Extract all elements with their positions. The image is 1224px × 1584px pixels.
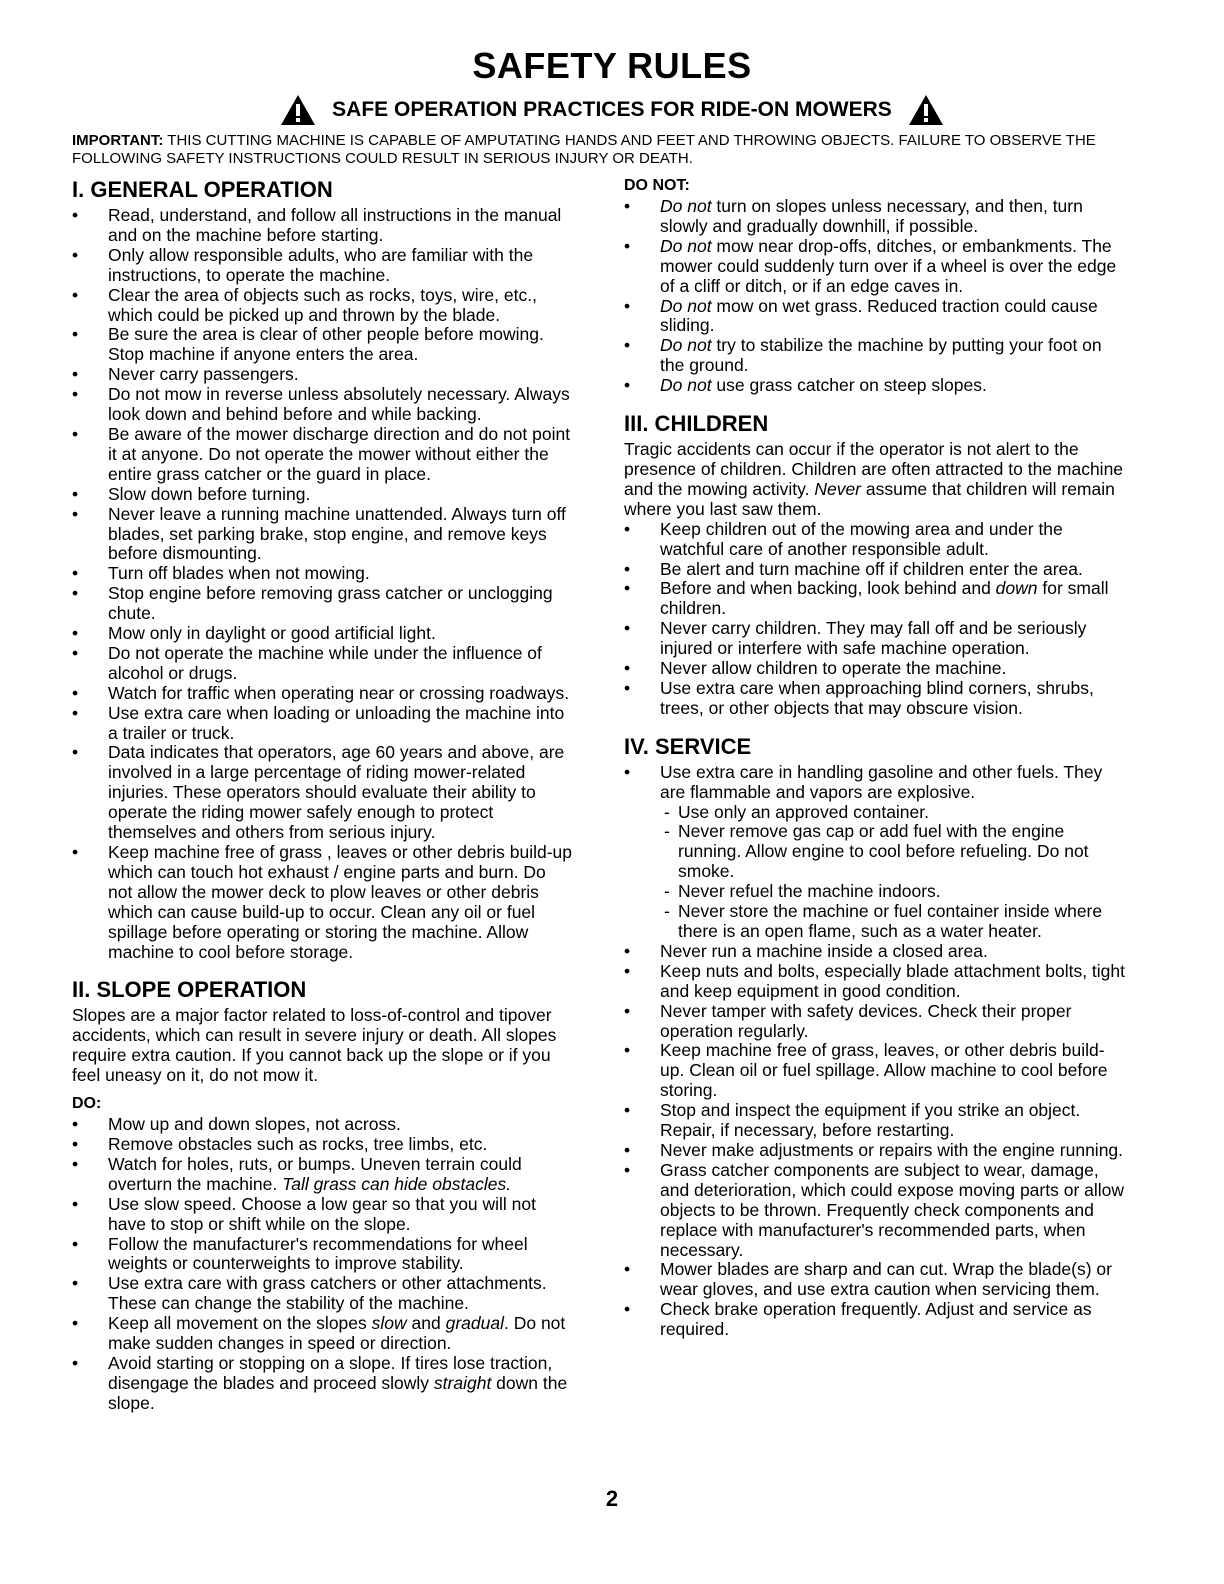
list-item: • Data indicates that operators, age 60 years and above, are involved in a large percentage of riding mower-related injuries. These operators should evaluate their ability to operate the riding mower safely enough to protect themselves and others from serious injury. — [72, 743, 572, 843]
list-item: • Keep machine free of grass, leaves, or other debris build-up. Clean oil or fuel spillage. Allow machine to cool before storing. — [624, 1041, 1126, 1101]
fuel-sublist — [624, 803, 1126, 942]
page-title: SAFETY RULES — [472, 45, 752, 86]
section-subtitle — [0, 94, 1224, 126]
list-item: • Use extra care when approaching blind corners, shrubs, trees, or other objects that may obscure vision. — [624, 679, 1126, 719]
list-item: • Never run a machine inside a closed area. — [624, 942, 1126, 962]
list-item: • Read, understand, and follow all instructions in the manual and on the machine before starting. — [72, 206, 572, 246]
service-list-continued — [624, 942, 1126, 1340]
list-item: • Use slow speed. Choose a low gear so that you will not have to stop or shift while on the slope. — [72, 1195, 572, 1235]
warning-triangle-icon — [908, 94, 944, 126]
sub-list-item: - Never remove gas cap or add fuel with the engine running. Allow engine to cool before refueling. Do not smoke. — [624, 822, 1126, 882]
right-column — [624, 176, 1126, 1340]
list-item: • Keep nuts and bolts, especially blade attachment bolts, tight and keep equipment in good condition. — [624, 962, 1126, 1002]
general-operation-heading: I. GENERAL OPERATION — [72, 177, 333, 202]
list-item: • Grass catcher components are subject to wear, damage, and deterioration, which could expose moving parts or allow objects to be thrown. Frequently check components and replace with manufacturer's recommended parts, when necessary. — [624, 1161, 1126, 1261]
do-label: DO: — [72, 1095, 102, 1113]
service-heading: IV. SERVICE — [624, 733, 752, 759]
do-not-label: DO NOT: — [624, 177, 690, 194]
do-list — [72, 1115, 572, 1414]
left-column — [72, 176, 572, 1414]
page-number: 2 — [605, 1486, 619, 1511]
list-item: • Never tamper with safety devices. Check their proper operation regularly. — [624, 1002, 1126, 1042]
slope-operation-heading: II. SLOPE OPERATION — [72, 977, 307, 1003]
list-item: • Stop engine before removing grass catcher or unclogging chute. — [72, 584, 572, 624]
list-item: • Never allow children to operate the machine. — [624, 659, 1126, 679]
list-item: • Do not mow in reverse unless absolutely necessary. Always look down and behind before and while backing. — [72, 385, 572, 425]
list-item: • Keep children out of the mowing area and under the watchful care of another responsible adult. — [624, 520, 1126, 560]
list-item: • Slow down before turning. — [72, 485, 572, 505]
important-label: IMPORTANT: — [72, 132, 164, 149]
list-item: • Follow the manufacturer's recommendations for wheel weights or counterweights to improve stability. — [72, 1235, 572, 1275]
list-item: • Keep all movement on the slopes slow and gradual. Do not make sudden changes in speed or direction. — [72, 1314, 572, 1354]
service-list — [624, 763, 1126, 803]
list-item: • Do not use grass catcher on steep slopes. — [624, 376, 1126, 396]
list-item: • Watch for traffic when operating near or crossing roadways. — [72, 684, 572, 704]
important-notice — [72, 132, 1132, 168]
list-item: • Never leave a running machine unattended. Always turn off blades, set parking brake, stop engine, and remove keys before dismounting. — [72, 505, 572, 565]
subtitle-text: SAFE OPERATION PRACTICES FOR RIDE-ON MOWERS — [332, 98, 892, 121]
list-item: • Use extra care in handling gasoline and other fuels. They are flammable and vapors are explosive. — [624, 763, 1126, 803]
list-item: • Never carry children. They may fall off and be seriously injured or interfere with safe machine operation. — [624, 619, 1126, 659]
list-item: • Do not try to stabilize the machine by putting your foot on the ground. — [624, 336, 1126, 376]
slope-intro: Slopes are a major factor related to loss-of-control and tipover accidents, which can result in severe injury or death. All slopes require extra caution. If you cannot back up the slope or if you feel uneasy on it, do not mow it. — [72, 1005, 557, 1086]
list-item: • Mower blades are sharp and can cut. Wrap the blade(s) or wear gloves, and use extra caution when servicing them. — [624, 1260, 1126, 1300]
list-item: • Do not mow near drop-offs, ditches, or embankments. The mower could suddenly turn over if a wheel is over the edge of a cliff or ditch, or if an edge caves in. — [624, 237, 1126, 297]
list-item: • Stop and inspect the equipment if you strike an object. Repair, if necessary, before restarting. — [624, 1101, 1126, 1141]
list-item: • Turn off blades when not mowing. — [72, 564, 572, 584]
do-not-list — [624, 197, 1126, 396]
children-list — [624, 520, 1126, 719]
important-text: THIS CUTTING MACHINE IS CAPABLE OF AMPUTATING HANDS AND FEET AND THROWING OBJECTS. FAILURE TO OBSERVE THE FOLLOWING SAFETY INSTRUCTIONS COULD RESULT IN SERIOUS INJURY OR DEATH. — [72, 132, 1096, 167]
list-item: • Be sure the area is clear of other people before mowing. Stop machine if anyone enters the area. — [72, 325, 572, 365]
list-item: • Clear the area of objects such as rocks, toys, wire, etc., which could be picked up and thrown by the blade. — [72, 286, 572, 326]
list-item: • Do not operate the machine while under the influence of alcohol or drugs. — [72, 644, 572, 684]
list-item: • Only allow responsible adults, who are familiar with the instructions, to operate the machine. — [72, 246, 572, 286]
list-item: • Before and when backing, look behind and down for small children. — [624, 579, 1126, 619]
list-item: • Mow only in daylight or good artificial light. — [72, 624, 572, 644]
sub-list-item: - Never store the machine or fuel container inside where there is an open flame, such as a water heater. — [624, 902, 1126, 942]
children-intro: Tragic accidents can occur if the operator is not alert to the presence of children. Children are often attracted to the machine and the mowing activity. Never assume that children will remain where you last saw them. — [624, 439, 1124, 519]
list-item: • Watch for holes, ruts, or bumps. Uneven terrain could overturn the machine. Tall grass can hide obstacles. — [72, 1155, 572, 1195]
sub-list-item: - Never refuel the machine indoors. — [624, 882, 1126, 902]
list-item: • Never carry passengers. — [72, 365, 572, 385]
list-item: • Never make adjustments or repairs with the engine running. — [624, 1141, 1126, 1161]
general-operation-list — [72, 206, 572, 962]
list-item: • Remove obstacles such as rocks, tree limbs, etc. — [72, 1135, 572, 1155]
list-item: • Keep machine free of grass , leaves or other debris build-up which can touch hot exhaust / engine parts and burn. Do not allow the mower deck to plow leaves or other debris which can cause build-up to occur. Clean any oil or fuel spillage before operating or storing the machine. Allow machine to cool before storage. — [72, 843, 572, 962]
warning-triangle-icon — [280, 94, 316, 126]
list-item: • Avoid starting or stopping on a slope. If tires lose traction, disengage the blades and proceed slowly straight down the slope. — [72, 1354, 572, 1414]
list-item: • Use extra care with grass catchers or other attachments. These can change the stability of the machine. — [72, 1274, 572, 1314]
list-item: • Mow up and down slopes, not across. — [72, 1115, 572, 1135]
sub-list-item: - Use only an approved container. — [624, 803, 1126, 823]
list-item: • Check brake operation frequently. Adjust and service as required. — [624, 1300, 1126, 1340]
list-item: • Do not mow on wet grass. Reduced traction could cause sliding. — [624, 297, 1126, 337]
list-item: • Use extra care when loading or unloading the machine into a trailer or truck. — [72, 704, 572, 744]
list-item: • Be alert and turn machine off if children enter the area. — [624, 560, 1126, 580]
list-item: • Do not turn on slopes unless necessary, and then, turn slowly and gradually downhill, if possible. — [624, 197, 1126, 237]
list-item: • Be aware of the mower discharge direction and do not point it at anyone. Do not operate the mower without either the entire grass catcher or the guard in place. — [72, 425, 572, 485]
children-heading: III. CHILDREN — [624, 411, 769, 437]
